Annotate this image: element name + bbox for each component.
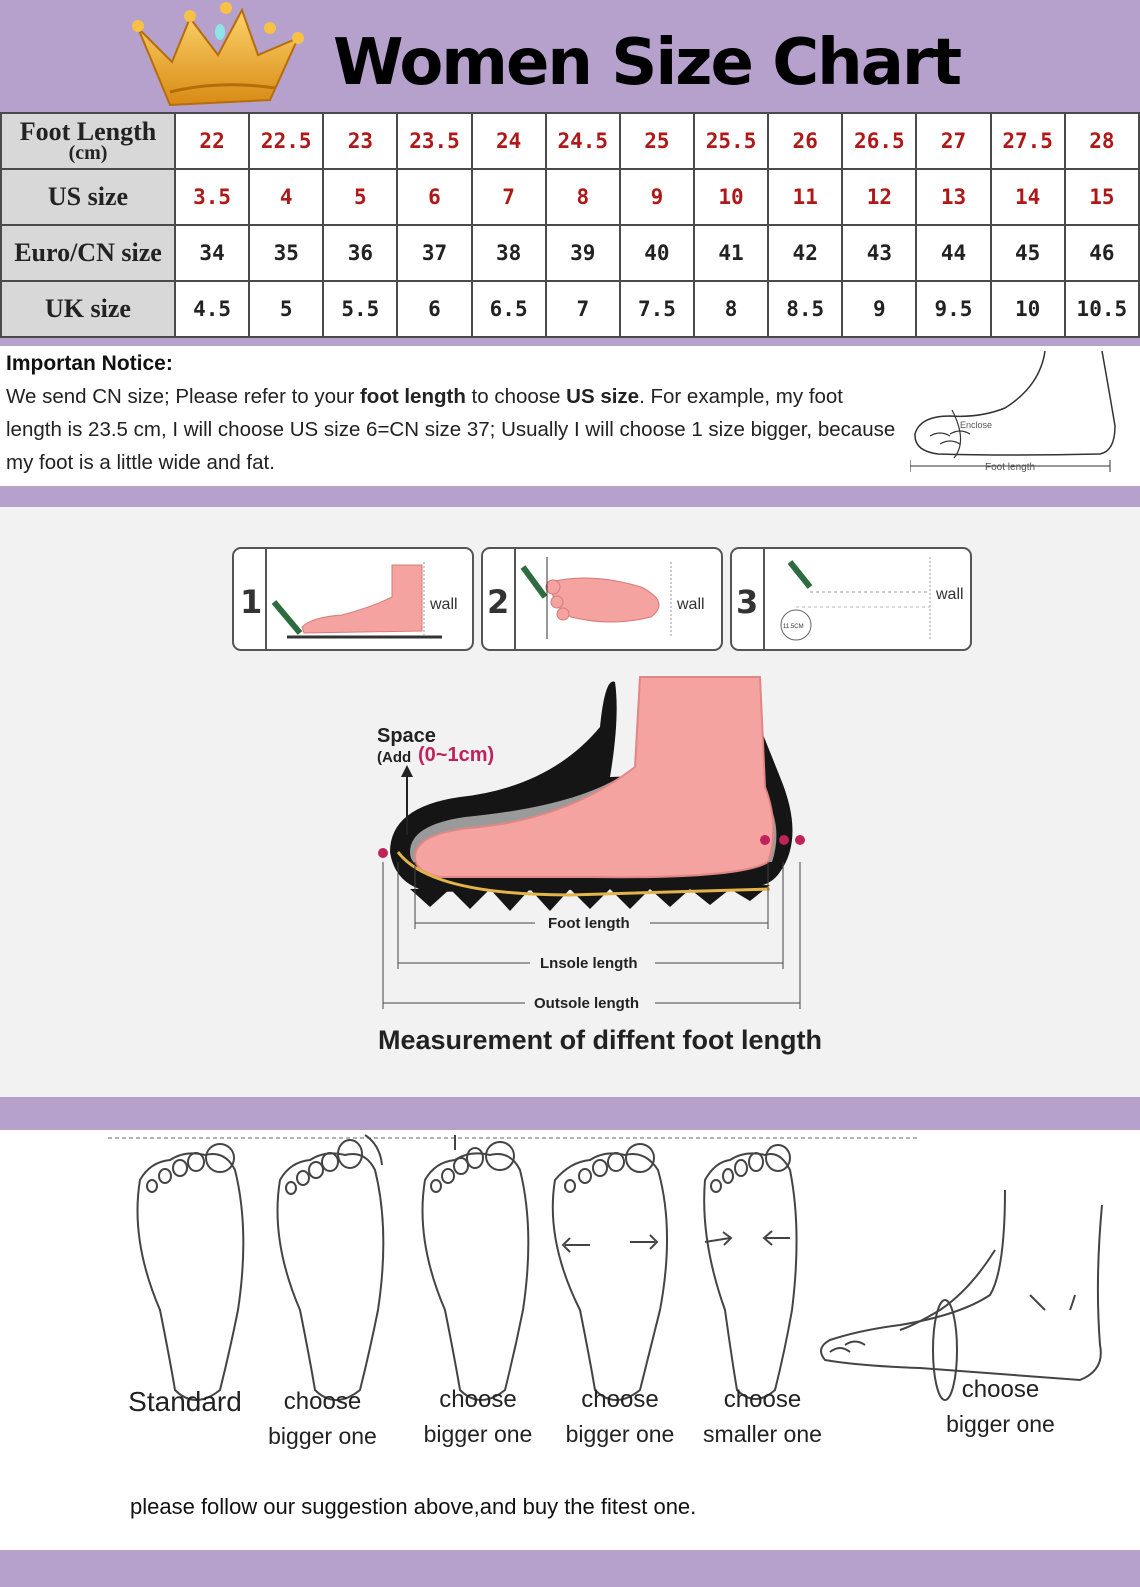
size-cell: 45 bbox=[991, 225, 1065, 281]
shape-label-5 bbox=[690, 1383, 835, 1451]
size-cell: 42 bbox=[768, 225, 842, 281]
shape-2-line1: choose bbox=[439, 1386, 517, 1413]
size-cell: 25.5 bbox=[694, 113, 768, 169]
size-cell: 10.5 bbox=[1065, 281, 1139, 337]
notice-text bbox=[6, 380, 901, 479]
size-cell: 23 bbox=[323, 113, 397, 169]
shape-1-line2: bigger one bbox=[268, 1423, 377, 1449]
size-cell: 4.5 bbox=[175, 281, 249, 337]
size-table-row bbox=[1, 225, 1139, 281]
size-cell: 46 bbox=[1065, 225, 1139, 281]
size-cell: 39 bbox=[546, 225, 620, 281]
page-title: Women Size Chart bbox=[333, 26, 961, 100]
size-cell: 22.5 bbox=[249, 113, 323, 169]
row-header-label: UK size bbox=[45, 294, 131, 323]
shape-label-3 bbox=[408, 1383, 548, 1451]
size-cell: 8.5 bbox=[768, 281, 842, 337]
size-cell: 34 bbox=[175, 225, 249, 281]
size-cell: 5 bbox=[323, 169, 397, 225]
size-cell: 36 bbox=[323, 225, 397, 281]
size-chart-table bbox=[0, 112, 1140, 338]
step-1 bbox=[233, 548, 473, 650]
shape-5-line1: choose bbox=[961, 1376, 1040, 1403]
size-cell: 37 bbox=[397, 225, 471, 281]
step-3-number: 3 bbox=[736, 583, 759, 621]
outsole-length-label: Outsole length bbox=[534, 995, 639, 1012]
footer-note: please follow our suggestion above,and buy the fitest one. bbox=[130, 1494, 697, 1519]
measuring-steps bbox=[232, 547, 982, 653]
shape-4-line1: choose bbox=[723, 1386, 802, 1413]
step-3 bbox=[731, 548, 971, 650]
size-cell: 13 bbox=[916, 169, 990, 225]
row-header-label: Foot Length bbox=[19, 117, 157, 146]
notice-text-c: to choose bbox=[465, 385, 567, 408]
shape-0-line1: Standard bbox=[128, 1386, 242, 1417]
add-label: (Add bbox=[377, 749, 412, 766]
size-cell: 9 bbox=[842, 281, 916, 337]
size-cell: 40 bbox=[620, 225, 694, 281]
step-1-number: 1 bbox=[240, 583, 263, 621]
size-table-row bbox=[1, 169, 1139, 225]
add-value: (0~1cm) bbox=[418, 744, 495, 766]
row-header-sublabel: (cm) bbox=[68, 142, 108, 164]
row-header bbox=[1, 225, 175, 281]
header-band bbox=[0, 0, 1140, 112]
size-cell: 9.5 bbox=[916, 281, 990, 337]
foot-length-line-label: Foot length bbox=[548, 915, 630, 932]
row-header-label: Euro/CN size bbox=[14, 238, 162, 267]
size-table-row bbox=[1, 281, 1139, 337]
foot-outline-high-instep bbox=[821, 1190, 1102, 1400]
size-cell: 15 bbox=[1065, 169, 1139, 225]
size-cell: 6 bbox=[397, 169, 471, 225]
size-cell: 14 bbox=[991, 169, 1065, 225]
size-cell: 23.5 bbox=[397, 113, 471, 169]
shape-5-line2: bigger one bbox=[946, 1411, 1055, 1437]
size-cell: 8 bbox=[694, 281, 768, 337]
foot-shapes-section bbox=[0, 1130, 1140, 1550]
size-cell: 22 bbox=[175, 113, 249, 169]
foot-outline-3 bbox=[423, 1135, 529, 1400]
shape-1-line1: choose bbox=[283, 1388, 362, 1415]
size-cell: 7 bbox=[546, 281, 620, 337]
shape-label-2 bbox=[255, 1385, 390, 1453]
size-cell: 41 bbox=[694, 225, 768, 281]
shape-2-line2: bigger one bbox=[423, 1421, 533, 1447]
crown-icon bbox=[130, 0, 305, 110]
step-2-number: 2 bbox=[487, 583, 510, 621]
size-cell: 43 bbox=[842, 225, 916, 281]
size-cell: 27.5 bbox=[991, 113, 1065, 169]
row-header bbox=[1, 281, 175, 337]
size-cell: 6 bbox=[397, 281, 471, 337]
foot-outline-diagram bbox=[910, 346, 1135, 481]
measurement-section bbox=[0, 507, 1140, 1097]
notice-text-d: US size bbox=[566, 385, 640, 408]
foot-outline-wide bbox=[553, 1144, 667, 1400]
size-cell: 28 bbox=[1065, 113, 1139, 169]
size-cell: 26.5 bbox=[842, 113, 916, 169]
row-header-label: US size bbox=[47, 182, 129, 211]
foot-length-label: Foot length bbox=[985, 462, 1036, 473]
shape-label-standard bbox=[120, 1385, 250, 1419]
size-cell: 35 bbox=[249, 225, 323, 281]
size-cell: 12 bbox=[842, 169, 916, 225]
foot-outline-2 bbox=[278, 1135, 384, 1400]
step-2-wall-label: wall bbox=[677, 596, 705, 613]
size-cell: 7.5 bbox=[620, 281, 694, 337]
size-cell: 5.5 bbox=[323, 281, 397, 337]
size-table-row bbox=[1, 113, 1139, 169]
size-cell: 26 bbox=[768, 113, 842, 169]
shape-label-6 bbox=[928, 1373, 1073, 1441]
size-cell: 9 bbox=[620, 169, 694, 225]
size-cell: 3.5 bbox=[175, 169, 249, 225]
size-cell: 10 bbox=[991, 281, 1065, 337]
size-cell: 8 bbox=[546, 169, 620, 225]
size-cell: 27 bbox=[916, 113, 990, 169]
step-1-wall-label: wall bbox=[430, 596, 458, 613]
size-cell: 5 bbox=[249, 281, 323, 337]
shoe-measurement-diagram bbox=[370, 657, 820, 1017]
size-cell: 38 bbox=[472, 225, 546, 281]
notice-text-e: . For example, my foot length is 23.5 cm, I will choose US size 6=CN size 37; Usually I will choose 1 size bigger, because my foot is a little wide and fat. bbox=[6, 385, 896, 474]
shape-label-4 bbox=[550, 1383, 690, 1451]
space-label: Space bbox=[377, 725, 436, 747]
size-cell: 25 bbox=[620, 113, 694, 169]
foot-outline-narrow bbox=[704, 1145, 796, 1399]
size-cell: 24.5 bbox=[546, 113, 620, 169]
size-cell: 7 bbox=[472, 169, 546, 225]
shape-3-line1: choose bbox=[581, 1386, 659, 1413]
measurement-caption: Measurement of diffent foot length bbox=[378, 1025, 822, 1055]
size-cell: 24 bbox=[472, 113, 546, 169]
size-cell: 10 bbox=[694, 169, 768, 225]
shape-3-line2: bigger one bbox=[565, 1421, 675, 1447]
row-header bbox=[1, 113, 175, 169]
step-3-note: 11.5CM bbox=[783, 624, 804, 630]
size-cell: 4 bbox=[249, 169, 323, 225]
notice-text-a: We send CN size; Please refer to your bbox=[6, 385, 360, 408]
shape-4-line2: smaller one bbox=[703, 1421, 822, 1447]
notice-text-b: foot length bbox=[359, 385, 466, 408]
enclose-label: Enclose bbox=[960, 420, 993, 430]
foot-outline-standard bbox=[138, 1144, 244, 1400]
step-2 bbox=[482, 548, 722, 650]
size-cell: 44 bbox=[916, 225, 990, 281]
row-header bbox=[1, 169, 175, 225]
insole-length-label: Lnsole length bbox=[540, 955, 638, 972]
step-3-wall-label: wall bbox=[936, 586, 964, 603]
notice-panel bbox=[0, 346, 1140, 486]
size-cell: 11 bbox=[768, 169, 842, 225]
size-cell: 6.5 bbox=[472, 281, 546, 337]
notice-title: Importan Notice: bbox=[6, 352, 173, 375]
